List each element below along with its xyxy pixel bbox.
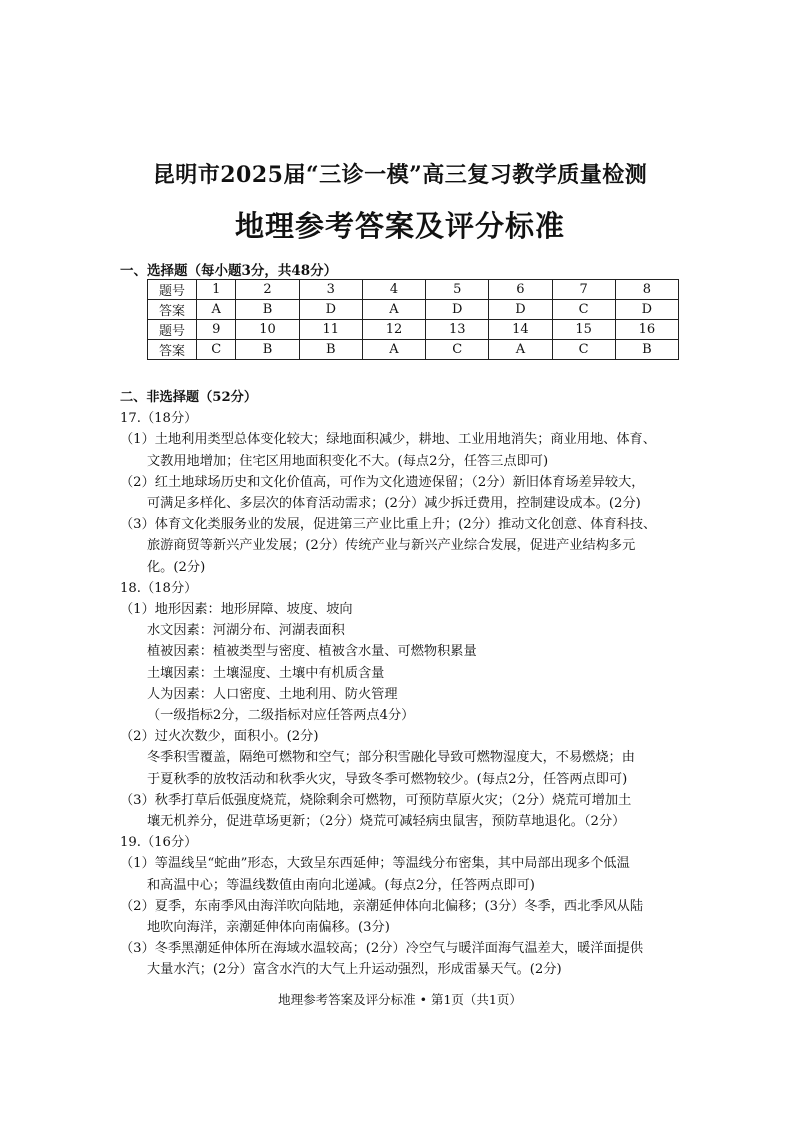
answer-table-cell: 6 — [489, 280, 552, 300]
exam-title: 昆明市2025届“三诊一模”高三复习教学质量检测 — [152, 162, 648, 188]
answer-table-cell: 5 — [426, 280, 489, 300]
answer-table-cell: C — [552, 300, 615, 320]
q17-line: （3）体育文化类服务业的发展，促进第三产业比重上升；(2分）推动文化创意、体育科技、 — [120, 517, 657, 533]
document-title: 地理参考答案及评分标准 — [234, 209, 565, 243]
q19-line: 地吹向海洋，亲潮延伸体向南偏移。(3分) — [147, 920, 390, 936]
q18-line: 植被因素：植被类型与密度、植被含水量、可燃物积累量 — [147, 644, 477, 660]
answer-table-cell: 16 — [615, 320, 678, 340]
section1-heading: 一、选择题（每小题3分，共48分） — [120, 263, 338, 279]
answer-table-cell: D — [299, 300, 362, 320]
answer-table-cell: C — [426, 340, 489, 360]
q19-line: （2）夏季，东南季风由海洋吹向陆地，亲潮延伸体向北偏移；(3分）冬季，西北季风从陆 — [120, 898, 644, 914]
answer-table-cell: 9 — [197, 320, 236, 340]
q19-header: 19.（16分） — [120, 835, 198, 851]
section2-heading: 二、非选择题（52分） — [120, 390, 258, 405]
answer-table-cell: B — [299, 340, 362, 360]
q18-header: 18.（18分） — [120, 580, 198, 596]
answer-table-cell: 8 — [615, 280, 678, 300]
answer-table-cell: A — [489, 340, 552, 360]
q17-line: 旅游商贸等新兴产业发展；(2分）传统产业与新兴产业综合发展，促进产业结构多元 — [147, 538, 636, 554]
answer-table-cell: 10 — [236, 320, 299, 340]
answer-table-cell: D — [426, 300, 489, 320]
q18-line: 壤无机养分，促进草场更新；（2分）烧荒可减轻病虫鼠害，预防草地退化。（2分） — [147, 814, 626, 830]
answer-table — [147, 279, 679, 360]
page-footer: 地理参考答案及评分标准 • 第1页（共1页） — [278, 992, 522, 1007]
answer-table-cell: 4 — [362, 280, 425, 300]
q18-line: 于夏秋季的放牧活动和秋季火灾，导致冬季可燃物较少。(每点2分，任答两点即可) — [147, 771, 628, 787]
q18-line: 土壤因素：土壤湿度、土壤中有机质含量 — [147, 665, 385, 681]
answer-table-cell: 1 — [197, 280, 236, 300]
answer-table-cell: 2 — [236, 280, 299, 300]
answer-table-cell: B — [615, 340, 678, 360]
answer-table-cell: D — [615, 300, 678, 320]
answer-table-row-label: 题号 — [148, 280, 197, 300]
answer-table-cell: 7 — [552, 280, 615, 300]
answer-table-cell: C — [552, 340, 615, 360]
answer-table-row — [148, 280, 679, 300]
answer-table-cell: 3 — [299, 280, 362, 300]
answer-table-row-label: 题号 — [148, 320, 197, 340]
q18-line: （1）地形因素：地形屏障、坡度、坡向 — [120, 602, 353, 618]
answer-table-cell: D — [489, 300, 552, 320]
q18-line: （3）秋季打草后低强度烧荒，烧除剩余可燃物，可预防草原火灾；（2分）烧荒可增加土 — [120, 792, 632, 808]
answer-table-cell: B — [236, 300, 299, 320]
q18-line: （一级指标2分，二级指标对应任答两点4分） — [147, 708, 415, 724]
answer-table-cell: A — [362, 300, 425, 320]
answer-table-cell: 13 — [426, 320, 489, 340]
answer-table-row — [148, 340, 679, 360]
answer-table-cell: 12 — [362, 320, 425, 340]
q19-line: （3）冬季黑潮延伸体所在海域水温较高；(2分）冷空气与暖洋面海气温差大，暖洋面提供 — [120, 941, 644, 957]
q17-header: 17.（18分） — [120, 411, 198, 427]
q19-line: （1）等温线呈“蛇曲”形态，大致呈东西延伸；等温线分布密集，其中局部出现多个低温 — [120, 856, 630, 872]
answer-table-row-label: 答案 — [148, 300, 197, 320]
q18-line: 水文因素：河湖分布、河湖表面积 — [147, 623, 345, 639]
free-response-section — [120, 387, 692, 981]
answer-table-cell: 11 — [299, 320, 362, 340]
q18-line: 人为因素：人口密度、土地利用、防火管理 — [147, 686, 398, 702]
q19-line: 大量水汽；(2分）富含水汽的大气上升运动强烈，形成雷暴天气。(2分) — [147, 962, 562, 978]
answer-table-cell: 14 — [489, 320, 552, 340]
answer-table-cell: C — [197, 340, 236, 360]
q17-line: 化。(2分) — [147, 559, 206, 575]
q17-line: （1）土地利用类型总体变化较大；绿地面积减少，耕地、工业用地消失；商业用地、体育、 — [120, 432, 656, 448]
answer-table-cell: A — [362, 340, 425, 360]
answer-table-row — [148, 300, 679, 320]
q17-line: （2）红土地球场历史和文化价值高，可作为文化遗迹保留；（2分）新旧体育场差异较大， — [120, 474, 645, 490]
q19-line: 和高温中心；等温线数值由南向北递减。(每点2分，任答两点即可) — [147, 877, 535, 893]
answer-table-row-label: 答案 — [148, 340, 197, 360]
answer-table-cell: B — [236, 340, 299, 360]
q17-line: 可满足多样化、多层次的体育活动需求；(2分）减少拆迁费用，控制建设成本。(2分) — [147, 496, 641, 512]
q18-line: 冬季积雪覆盖，隔绝可燃物和空气；部分积雪融化导致可燃物湿度大，不易燃烧；由 — [147, 750, 635, 766]
q18-line: （2）过火次数少，面积小。(2分) — [120, 729, 319, 745]
answer-table-cell: A — [197, 300, 236, 320]
answer-table-row — [148, 320, 679, 340]
answer-table-cell: 15 — [552, 320, 615, 340]
q17-line: 文教用地增加；住宅区用地面积变化不大。(每点2分，任答三点即可) — [147, 453, 549, 469]
